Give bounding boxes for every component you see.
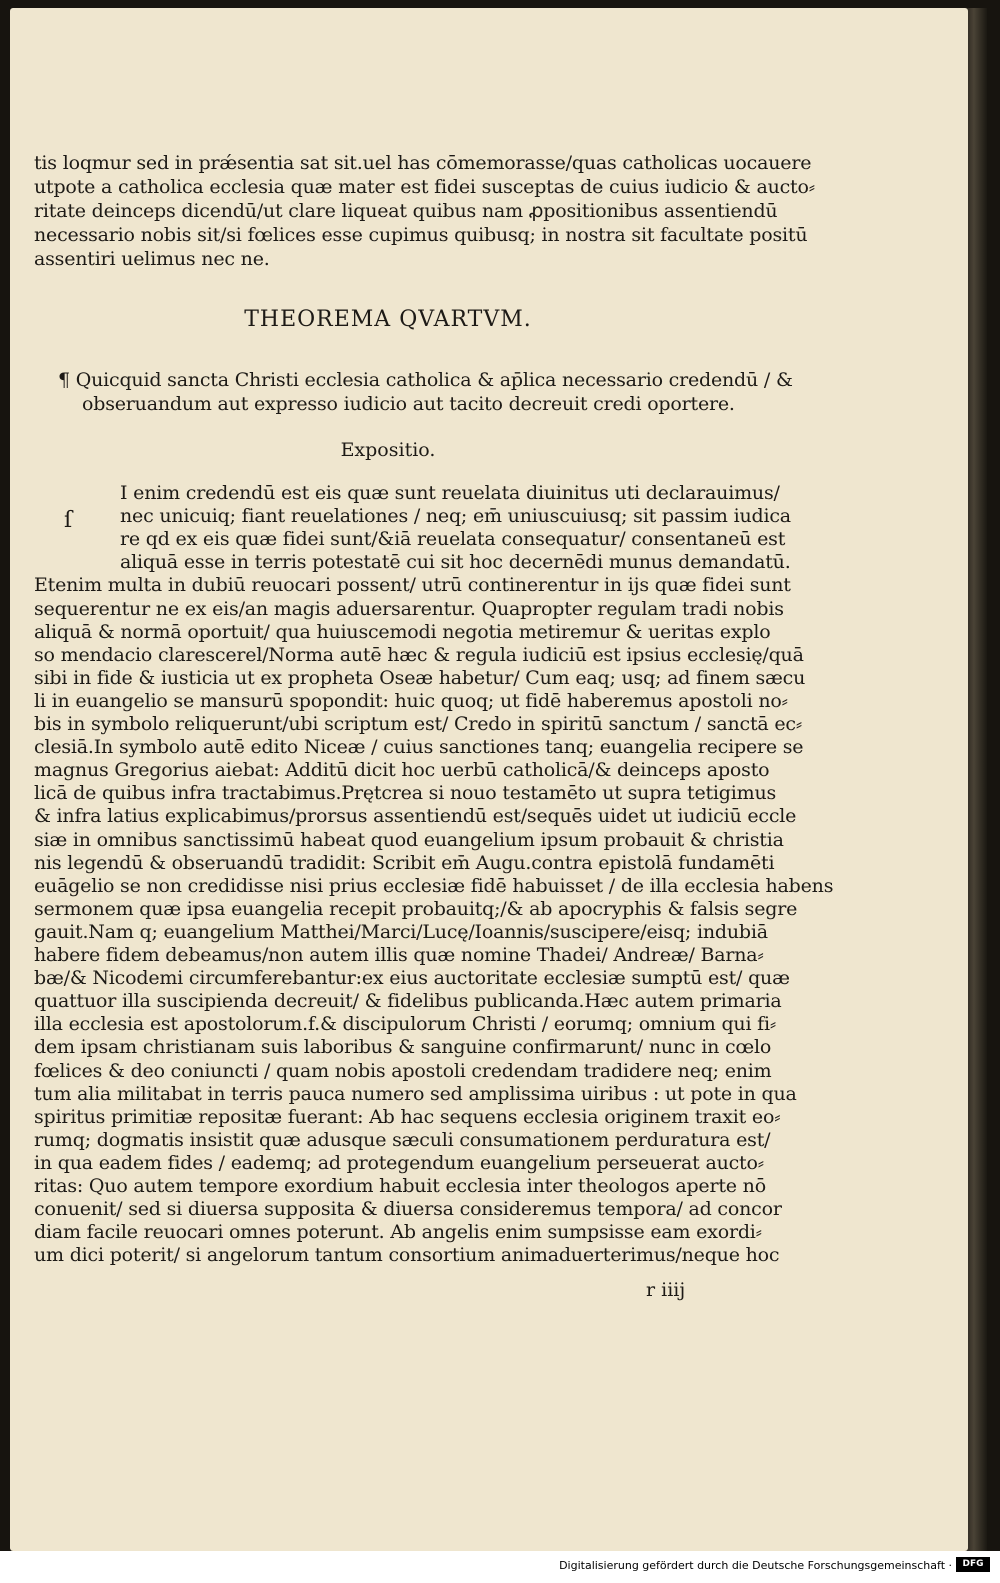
text-line: habere fidem debeamus/non autem illis quæ nomine Thadei/ Andreæ/ Barna⸗: [34, 944, 764, 966]
text-line: aliquā esse in terris potestatē cui sit hoc decernēdi munus demandatū.: [120, 551, 791, 574]
text-line: ritate deinceps dicendū/ut clare liqueat quibus nam ꝓpositionibus assentiendū: [34, 200, 778, 222]
text-line: rumq; dogmatis insistit quæ adusque sæculi consumationem perduratura est/: [34, 1128, 771, 1151]
text-line: sermonem quæ ipsa euangelia recepit probauitq;/& ab apocryphis & falsis segre: [34, 897, 798, 920]
text-line: re qd ex eis quæ fidei sunt/&iā reuelata consequatur/ consentaneū est: [120, 528, 786, 551]
page-edge: [965, 8, 987, 1551]
theorem-heading: THEOREMA QVARTVM.: [244, 307, 532, 332]
text-line: magnus Gregorius aiebat: Additū dicit hoc uerbū catholicā/& deinceps aposto: [34, 759, 770, 782]
text-line: spiritus primitiæ repositæ fuerant: Ab hac sequens ecclesia originem traxit eo⸗: [34, 1105, 781, 1128]
text-line: tum alia militabat in terris pauca numero sed amplissima uiribus : ut pote in qua: [34, 1082, 797, 1105]
text-line: bæ/& Nicodemi circumferebantur:ex eius auctoritate ecclesiæ sumptū est/ quæ: [34, 967, 790, 990]
text-line: & infra latius explicabimus/prorsus assentiendū est/sequēs uidet ut iudiciū eccle: [34, 805, 797, 828]
text-line: diam facile reuocari omnes poterunt. Ab angelis enim sumpsisse eam exordi⸗: [34, 1221, 762, 1244]
text-line: obseruandum aut expresso iudicio aut tacito decreuit credi oportere.: [82, 393, 735, 415]
text-line: fœlices & deo coniuncti / quam nobis apostoli credendam tradidere neq; enim: [34, 1059, 772, 1082]
text-line: tis loqmur sed in prǽsentia sat sit.uel has cōmemorasse/quas catholicas uocauere: [34, 152, 812, 174]
text-line: in qua eadem fides / eademq; ad protegendum euangelium perseuerat aucto⸗: [34, 1151, 764, 1174]
text-line: um dici poterit/ si angelorum tantum consortium animaduerterimus/neque hoc: [34, 1244, 780, 1267]
text-line: utpote a catholica ecclesia quæ mater est fidei susceptas de cuius iudicio & aucto⸗: [34, 176, 815, 198]
text-line: nis legendū & obseruandū tradidit: Scribit em̄ Augu.contra epistolā fundamēti: [34, 851, 775, 874]
text-line: euāgelio se non credidisse nisi prius ecclesiæ fidē habuisset / de illa ecclesia habens: [34, 874, 834, 897]
text-line: bis in symbolo reliquerunt/ubi scriptum est/ Credo in spiritū sanctum / sanctā ec⸗: [34, 713, 802, 735]
text-line: sequerentur ne ex eis/an magis aduersarentur. Quapropter regulam tradi nobis: [34, 597, 784, 620]
text-line: assentiri uelimus nec ne.: [34, 248, 270, 270]
signature-mark: r iiij: [646, 1279, 686, 1301]
text-line: sibi in fide & iusticia ut ex propheta Oseæ habetur/ Cum eaq; usq; ad finem sæcu: [34, 666, 806, 689]
text-line: I enim credendū est eis quæ sunt reuelata diuinitus uti declarauimus/: [120, 482, 780, 504]
exposition-heading: Expositio.: [340, 439, 436, 461]
text-line: so mendacio clarescerel/Norma autē hæc & regula iudiciū est ipsius ecclesię/quā: [34, 643, 804, 666]
text-line: illa ecclesia est apostolorum.f.& discipulorum Christi / eorumq; omnium qui fi⸗: [34, 1013, 777, 1036]
text-line: gauit.Nam q; euangelium Matthei/Marci/Lucę/Ioannis/suscipere/eisq; indubiā: [34, 920, 768, 943]
text-line: Etenim multa in dubiū reuocari possent/ utrū continerentur in ijs quæ fidei sunt: [34, 574, 791, 597]
text-line: nec unicuiq; fiant reuelationes / neq; em̄ uniuscuiusq; sit passim iudica: [120, 505, 791, 528]
text-line: necessario nobis sit/si fœlices esse cupimus quibusq; in nostra sit facultate positū: [34, 224, 808, 246]
text-line: licā de quibus infra tractabimus.Prętcrea si nouo testamēto ut supra tetigimus: [34, 782, 777, 805]
dfg-logo: DFG: [956, 1557, 990, 1572]
initial-letter: ſ: [64, 508, 73, 533]
digitization-footer: [0, 1551, 1000, 1583]
text-line: clesiā.In symbolo autē edito Niceæ / cuius sanctiones tanq; euangelia recipere se: [34, 736, 804, 759]
text-line: aliquā & normā oportuit/ qua huiuscemodi negotia metiremur & ueritas explo: [34, 620, 771, 643]
footer-credit: Digitalisierung gefördert durch die Deutsche Forschungsgemeinschaft ·: [559, 1559, 952, 1572]
text-line: siæ in omnibus sanctissimū habeat quod euangelium ipsum probauit & christia: [34, 828, 784, 851]
text-line: dem ipsam christianam suis laboribus & sanguine confirmarunt/ nunc in cœlo: [34, 1036, 772, 1059]
text-line: quattuor illa suscipienda decreuit/ & fidelibus publicanda.Hæc autem primaria: [34, 990, 782, 1013]
text-line: li in euangelio se mansurū spopondit: huic quoq; ut fidē haberemus apostoli no⸗: [34, 689, 788, 712]
text-line: ritas: Quo autem tempore exordium habuit ecclesia inter theologos aperte nō: [34, 1175, 766, 1197]
text-line: conuenit/ sed si diuersa supposita & diuersa consideremus tempora/ ad concor: [34, 1198, 782, 1221]
text-line: ¶ Quicquid sancta Christi ecclesia catholica & ap̄lica necessario credendū / &: [58, 369, 793, 391]
